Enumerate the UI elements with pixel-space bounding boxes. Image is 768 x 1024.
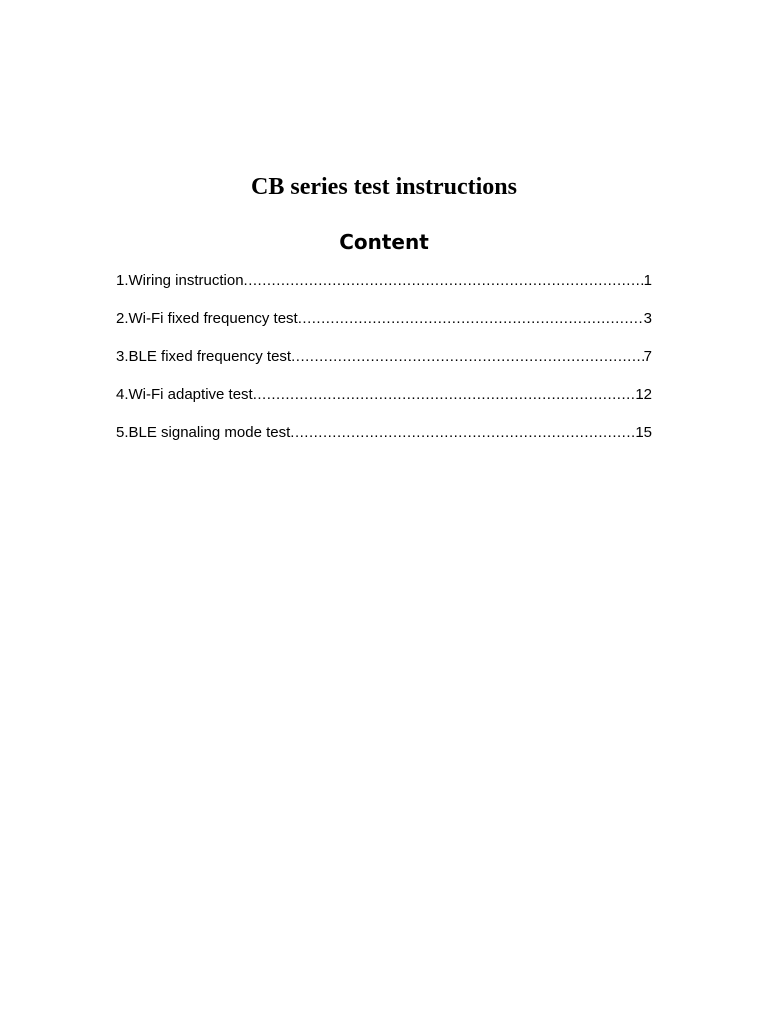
toc-entry-ble-signaling-mode-test[interactable] (116, 422, 652, 460)
toc-entry-label: 3.BLE fixed frequency test (116, 348, 292, 365)
toc-heading: Content (339, 230, 429, 254)
toc-dot-leader (253, 384, 636, 406)
toc-dot-leader (244, 270, 644, 292)
toc-entry-ble-fixed-frequency-test[interactable] (116, 346, 652, 384)
toc-entry-label: 2.Wi-Fi fixed frequency test (116, 310, 298, 327)
toc-dot-leader (298, 308, 644, 330)
table-of-contents (116, 270, 652, 460)
toc-entry-wifi-fixed-frequency-test[interactable] (116, 308, 652, 346)
document-title: CB series test instructions (251, 174, 517, 200)
toc-entry-wiring-instruction[interactable] (116, 270, 652, 308)
toc-entry-label: 4.Wi-Fi adaptive test (116, 386, 253, 403)
toc-page-number: 7 (643, 348, 652, 365)
toc-entry-label: 5.BLE signaling mode test (116, 424, 291, 441)
toc-dot-leader (290, 422, 635, 444)
toc-page-number: 3 (643, 310, 652, 327)
toc-page-number: 1 (643, 272, 652, 289)
toc-entry-wifi-adaptive-test[interactable] (116, 384, 652, 422)
toc-entry-label: 1.Wiring instruction (116, 272, 244, 289)
toc-page-number: 15 (635, 424, 652, 441)
toc-dot-leader (291, 346, 644, 368)
toc-page-number: 12 (635, 386, 652, 403)
